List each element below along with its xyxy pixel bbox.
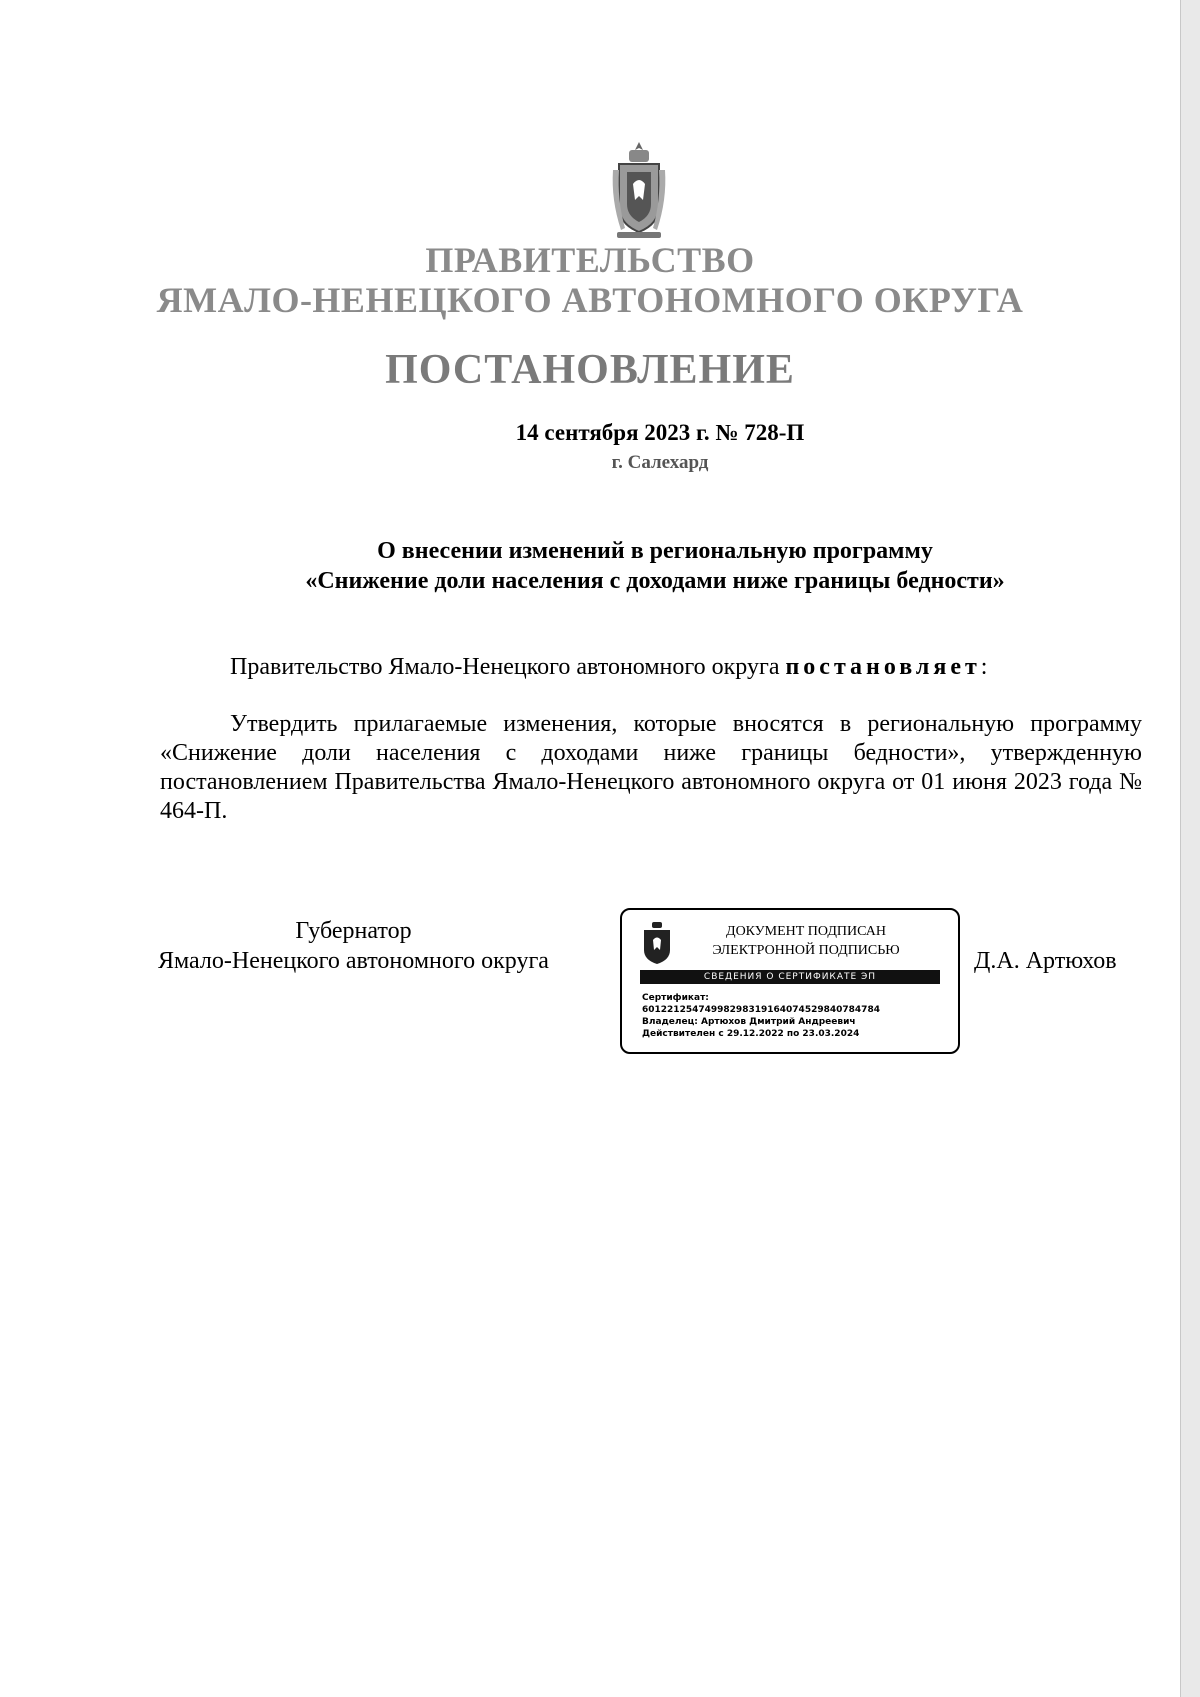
signer-name: Д.А. Артюхов bbox=[974, 948, 1117, 974]
stamp-certificate-bar: СВЕДЕНИЯ О СЕРТИФИКАТЕ ЭП bbox=[640, 970, 940, 984]
decree-word: постановляет bbox=[785, 654, 981, 680]
government-title bbox=[0, 240, 1180, 320]
government-title-line2: ЯМАЛО-НЕНЕЦКОГО АВТОНОМНОГО ОКРУГА bbox=[156, 280, 1024, 320]
signer-position bbox=[158, 916, 549, 976]
stamp-coat-of-arms-icon bbox=[642, 922, 672, 966]
document-date-number: 14 сентября 2023 г. № 728-П bbox=[515, 420, 805, 445]
stamp-certificate-info bbox=[642, 992, 952, 1040]
signer-position-line2: Ямало-Ненецкого автономного округа bbox=[158, 948, 549, 974]
stamp-cert-label: Сертификат: bbox=[642, 993, 709, 1003]
coat-of-arms-icon bbox=[611, 140, 667, 240]
stamp-cert-number: 601221254749982983191640745298407847​84 bbox=[642, 1005, 880, 1015]
stamp-title bbox=[676, 922, 936, 960]
stamp-title-line2: ЭЛЕКТРОННОЙ ПОДПИСЬЮ bbox=[712, 943, 900, 958]
decree-prefix: Правительство Ямало-Ненецкого автономного округа bbox=[230, 654, 786, 680]
signer-position-line1: Губернатор bbox=[295, 918, 412, 944]
document-type: ПОСТАНОВЛЕНИЕ bbox=[385, 347, 795, 393]
stamp-validity: Действителен с 29.12.2022 по 23.03.2024 bbox=[642, 1029, 860, 1039]
decree-colon: : bbox=[980, 654, 988, 680]
government-title-line1: ПРАВИТЕЛЬСТВО bbox=[425, 240, 755, 280]
document-city: г. Салехард bbox=[611, 452, 709, 473]
stamp-owner: Владелец: Артюхов Дмитрий Андреевич bbox=[642, 1017, 856, 1027]
electronic-signature-stamp bbox=[620, 908, 960, 1054]
subject-line1: О внесении изменений в региональную программу bbox=[377, 538, 933, 564]
subject-line2: «Снижение доли населения с доходами ниже границы бедности» bbox=[305, 568, 1005, 594]
stamp-title-line1: ДОКУМЕНТ ПОДПИСАН bbox=[726, 924, 886, 939]
body-paragraph: Утвердить прилагаемые изменения, которые вносятся в региональную программу «Снижение доли населения с доходами ниже границы бедности», утвержденную постановлением Правительства Ямало-Ненецкого автономного округа от 01 июня 2023 года № 464-П. bbox=[160, 711, 1142, 824]
decree-statement bbox=[230, 652, 1150, 682]
document-subject bbox=[0, 536, 1200, 596]
